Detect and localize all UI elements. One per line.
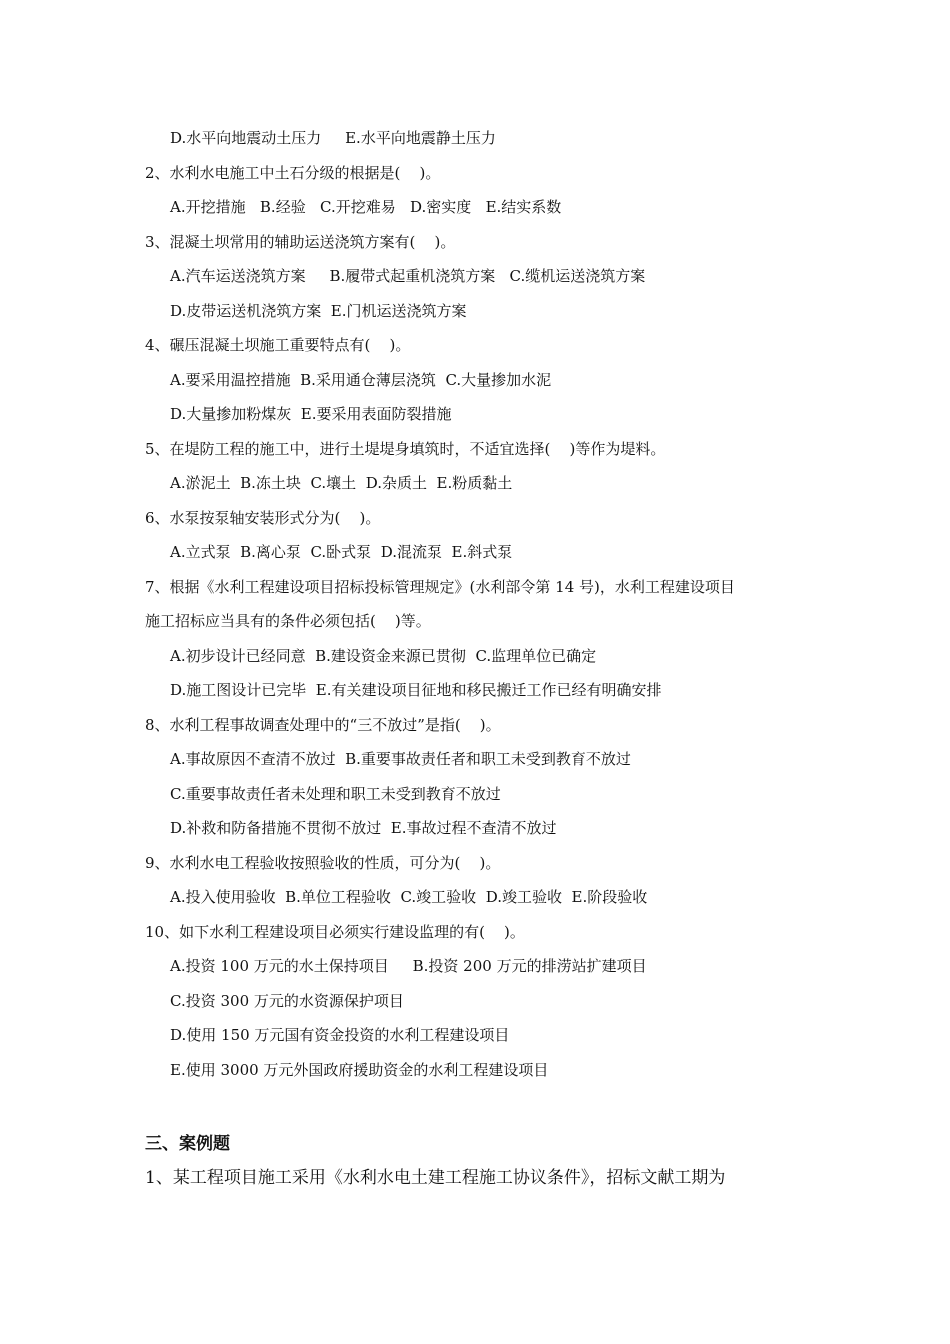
option-line: D.水平向地震动土压力 E.水平向地震静土压力 <box>170 129 496 147</box>
case-question-line: 1、某工程项目施工采用《水利水电土建工程施工协议条件》，招标文献工期为 <box>145 1168 726 1188</box>
option-line: A.淤泥土 B.冻土块 C.壤土 D.杂质土 E.粉质黏土 <box>170 474 513 492</box>
question-line: 施工招标应当具有的条件必须包括( )等。 <box>145 612 431 630</box>
question-line: 3、混凝土坝常用的辅助运送浇筑方案有( )。 <box>145 233 456 251</box>
option-line: A.开挖措施 B.经验 C.开挖难易 D.密实度 E.结实系数 <box>170 198 562 216</box>
option-line: A.事故原因不查清不放过 B.重要事故责任者和职工未受到教育不放过 <box>170 750 631 768</box>
option-line: C.投资 300 万元的水资源保护项目 <box>170 992 404 1010</box>
question-line: 7、根据《水利工程建设项目招标投标管理规定》(水利部令第 14 号)，水利工程建设项目 <box>145 578 735 596</box>
option-line: A.投资 100 万元的水土保持项目 B.投资 200 万元的排涝站扩建项目 <box>170 957 647 975</box>
question-line: 8、水利工程事故调查处理中的“三不放过”是指( )。 <box>145 716 501 734</box>
option-line: D.补救和防备措施不贯彻不放过 E.事故过程不查清不放过 <box>170 819 557 837</box>
option-line: A.投入使用验收 B.单位工程验收 C.竣工验收 D.竣工验收 E.阶段验收 <box>170 888 648 906</box>
option-line: D.施工图设计已完毕 E.有关建设项目征地和移民搬迁工作已经有明确安排 <box>170 681 662 699</box>
question-line: 9、水利水电工程验收按照验收的性质，可分为( )。 <box>145 854 501 872</box>
option-line: D.皮带运送机浇筑方案 E.门机运送浇筑方案 <box>170 302 467 320</box>
option-line: D.使用 150 万元国有资金投资的水利工程建设项目 <box>170 1026 510 1044</box>
option-line: D.大量掺加粉煤灰 E.要采用表面防裂措施 <box>170 405 452 423</box>
option-line: A.立式泵 B.离心泵 C.卧式泵 D.混流泵 E.斜式泵 <box>170 543 513 561</box>
question-line: 10、如下水利工程建设项目必须实行建设监理的有( )。 <box>145 923 525 941</box>
option-line: C.重要事故责任者未处理和职工未受到教育不放过 <box>170 785 501 803</box>
question-line: 5、在堤防工程的施工中，进行土堤堤身填筑时，不适宜选择( )等作为堤料。 <box>145 440 666 458</box>
section-heading: 三、案例题 <box>145 1134 230 1154</box>
question-line: 6、水泵按泵轴安装形式分为( )。 <box>145 509 381 527</box>
option-line: A.初步设计已经同意 B.建设资金来源已贯彻 C.监理单位已确定 <box>170 647 597 665</box>
question-line: 2、水利水电施工中土石分级的根据是( )。 <box>145 164 441 182</box>
option-line: A.要采用温控措施 B.采用通仓薄层浇筑 C.大量掺加水泥 <box>170 371 552 389</box>
question-line: 4、碾压混凝土坝施工重要特点有( )。 <box>145 336 411 354</box>
option-line: A.汽车运送浇筑方案 B.履带式起重机浇筑方案 C.缆机运送浇筑方案 <box>170 267 646 285</box>
option-line: E.使用 3000 万元外国政府援助资金的水利工程建设项目 <box>170 1061 549 1079</box>
